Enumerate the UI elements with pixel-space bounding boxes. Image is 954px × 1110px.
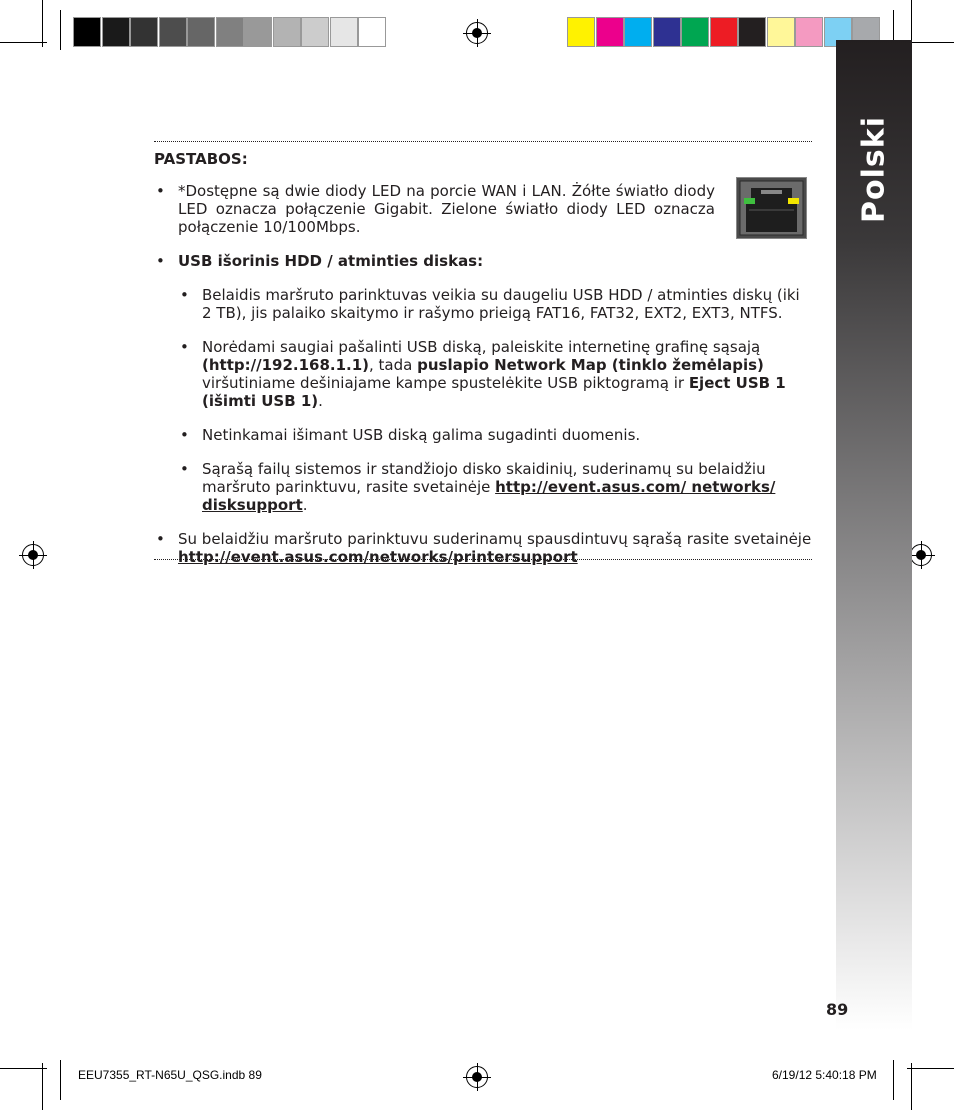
bullet: • bbox=[180, 460, 189, 478]
notes-section bbox=[154, 150, 814, 582]
color-swatch bbox=[596, 17, 624, 47]
eject-usb-label: Eject USB 1 (išimti USB 1) bbox=[202, 374, 786, 410]
registration-mark-icon bbox=[466, 1066, 488, 1088]
color-swatch bbox=[767, 17, 795, 47]
router-ip: (http://192.168.1.1) bbox=[202, 356, 370, 374]
crop-mark bbox=[0, 1068, 47, 1069]
page-number: 89 bbox=[826, 1000, 849, 1019]
color-swatch bbox=[567, 17, 595, 47]
bullet: • bbox=[180, 426, 189, 444]
list-item bbox=[154, 286, 814, 322]
bullet: • bbox=[180, 286, 189, 304]
bullet: • bbox=[156, 530, 165, 548]
usb-item-text: Netinkamai išimant USB diską galima sugadinti duomenis. bbox=[202, 426, 641, 444]
registration-mark-icon bbox=[910, 544, 932, 566]
list-item bbox=[154, 426, 814, 444]
crop-mark bbox=[42, 1063, 43, 1110]
color-swatch bbox=[710, 17, 738, 47]
registration-mark-icon bbox=[466, 22, 488, 44]
color-swatch bbox=[273, 17, 301, 47]
led-note bbox=[154, 182, 715, 236]
usb-item-text: Norėdami saugiai pašalinti USB diską, paleiskite internetinę grafinę sąsają bbox=[202, 338, 761, 356]
crop-mark bbox=[60, 10, 61, 50]
crop-mark bbox=[60, 1060, 61, 1100]
usb-item-text: . bbox=[318, 392, 323, 410]
bullet: • bbox=[156, 182, 165, 200]
usb-item-text: viršutiniame dešiniajame kampe spustelėkite USB piktogramą ir bbox=[202, 374, 689, 392]
usb-heading: USB išorinis HDD / atminties diskas: bbox=[178, 252, 484, 270]
color-swatch bbox=[624, 17, 652, 47]
usb-item-text: , tada bbox=[369, 356, 418, 374]
registration-mark-icon bbox=[22, 544, 44, 566]
footer-timestamp: 6/19/12 5:40:18 PM bbox=[772, 1068, 877, 1082]
crop-mark bbox=[42, 0, 43, 47]
color-swatch bbox=[216, 17, 244, 47]
color-swatch bbox=[301, 17, 329, 47]
usb-item-text: Belaidis maršruto parinktuvas veikia su daugeliu USB HDD / atminties diskų (iki 2 TB), jis palaiko skaitymo ir rašymo prieigą FAT16, FAT32, EXT2, EXT3, NTFS. bbox=[202, 286, 800, 322]
printersupport-link[interactable]: http://event.asus.com/networks/printersupport bbox=[178, 548, 578, 566]
crop-mark bbox=[907, 42, 954, 43]
color-swatch bbox=[681, 17, 709, 47]
printer-note-text: Su belaidžiu maršruto parinktuvu suderinamų spausdintuvų sąrašą rasite svetainėje bbox=[178, 530, 812, 548]
crop-mark bbox=[893, 1060, 894, 1100]
footer-filename: EEU7355_RT-N65U_QSG.indb 89 bbox=[78, 1068, 262, 1082]
printer-note bbox=[154, 530, 814, 566]
usb-item-text: . bbox=[302, 496, 308, 514]
list-item bbox=[154, 338, 814, 410]
usb-section bbox=[154, 252, 814, 270]
color-swatch bbox=[244, 17, 272, 47]
crop-mark bbox=[0, 42, 47, 43]
color-swatch bbox=[330, 17, 358, 47]
color-swatch bbox=[187, 17, 215, 47]
bullet: • bbox=[180, 338, 189, 356]
list-item bbox=[154, 460, 814, 514]
led-note-text: *Dostępne są dwie diody LED na porcie WAN i LAN. Żółte światło diody LED oznacza połączenie Gigabit. Zielone światło diody LED oznacza połączenie 10/100Mbps. bbox=[178, 182, 715, 236]
sidebar-title: Polski bbox=[856, 116, 892, 224]
color-swatch bbox=[73, 17, 101, 47]
notes-heading: PASTABOS: bbox=[154, 150, 248, 168]
top-divider bbox=[154, 141, 812, 142]
color-swatch bbox=[102, 17, 130, 47]
color-swatch bbox=[795, 17, 823, 47]
disksupport-link[interactable]: http://event.asus.com/ networks/ disksupport bbox=[202, 478, 776, 514]
color-swatch bbox=[358, 17, 386, 47]
color-swatch bbox=[130, 17, 158, 47]
bullet: • bbox=[156, 252, 165, 270]
crop-mark bbox=[907, 1068, 954, 1069]
color-swatch bbox=[159, 17, 187, 47]
usb-item-text: Sąrašą failų sistemos ir standžiojo disko skaidinių, suderinamų su belaidžiu maršruto parinktuvu, rasite svetainėje bbox=[202, 460, 766, 496]
color-swatch bbox=[738, 17, 766, 47]
crop-mark bbox=[911, 1063, 912, 1110]
network-map-label: puslapio Network Map (tinklo žemėlapis) bbox=[417, 356, 764, 374]
color-swatch bbox=[653, 17, 681, 47]
